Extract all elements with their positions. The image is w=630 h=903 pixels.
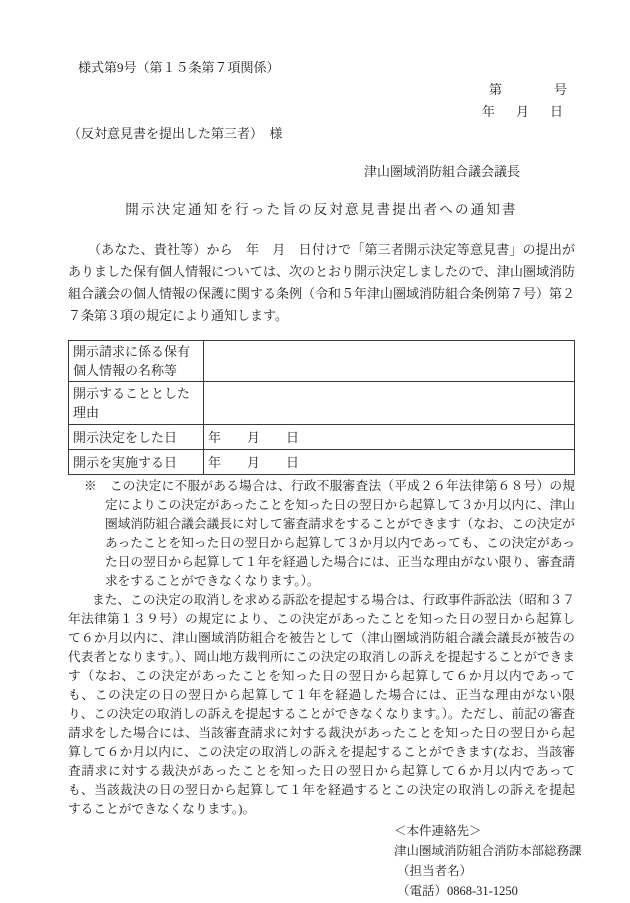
- addressee-line: （反対意見書を提出した第三者） 様: [68, 126, 283, 141]
- table-row: [69, 341, 575, 382]
- row-value-cell: 年 月 日: [204, 450, 575, 475]
- document-title: 開示決定通知を行った旨の反対意見書提出者への通知書: [125, 202, 518, 217]
- form-number-line: 様式第9号（第１５条第７項関係）: [78, 60, 280, 75]
- table-row: [69, 450, 575, 475]
- contact-org-line: 津山圏域消防組合消防本部総務課: [394, 844, 582, 858]
- contact-heading: ＜本件連絡先＞: [394, 824, 482, 838]
- date-line: 年 月 日: [481, 104, 567, 119]
- table-row: [69, 382, 575, 425]
- row-label-cell: 開示を実施する日: [69, 450, 204, 475]
- intro-paragraph: （あなた、貴社等）から 年 月 日付けで「第三者開示決定等意見書」の提出がありました保有個人情報については、次のとおり開示決定しましたので、津山圏域消防組合議会の個人情報の保護に関する条例（令和５年津山圏域消防組合条例第７号）第２７条第３項の規定により通知します。: [68, 242, 576, 323]
- table-row: [69, 425, 575, 450]
- contact-person-line: （担当者名）: [397, 864, 473, 878]
- contact-phone-line: （電話）0868-31-1250: [397, 884, 518, 898]
- row-value-cell: 年 月 日: [204, 425, 575, 450]
- row-value-cell: [204, 382, 575, 425]
- sender-line: 津山圏域消防組合議会議長: [363, 164, 520, 179]
- row-label-cell: 開示決定をした日: [69, 425, 204, 450]
- doc-number-line: 第 号: [488, 82, 567, 97]
- row-label-cell: 開示することとした理由: [69, 382, 204, 425]
- note-section: [68, 477, 575, 819]
- contact-block: [394, 821, 582, 901]
- disclosure-table: [68, 340, 575, 475]
- note-paragraph-lawsuit: また、この決定の取消しを求める訴訟を提起する場合は、行政事件訴訟法（昭和３７年法律第１３９号）の規定により、この決定があったことを知った日の翌日から起算して６か月以内に、津山圏域消防組合を被告として（津山圏域消防組合議会議長が被告の代表者となります。）、岡山地方裁判所にこの決定の取消しの訴えを提起することができます（なお、この決定があったことを知った日の翌日から起算して６か月以内であっても、この決定の日の翌日から起算して１年を経過した場合には、正当な理由がない限り、この決定の取消しの訴えを提起することができなくなります。）。ただし、前記の審査請求をした場合には、当該審査請求に対する裁決があったことを知った日の翌日から起算して６か月以内に、この決定の取消しの訴えを提起することができます(なお、当該審査請求に対する裁決があったことを知った日の翌日から起算して６か月以内であっても、当該裁決の日の翌日から起算して１年を経過するとこの決定の取消しの訴えを提起することができなくなります。)。: [68, 593, 575, 816]
- note-paragraph-appeal: ※ この決定に不服がある場合は、行政不服審査法（平成２６年法律第６８号）の規定によりこの決定があったことを知った日の翌日から起算して３か月以内に、津山圏域消防組合議会議長に対して審査請求をすることができます（なお、この決定があったことを知った日の翌日から起算して３か月以内であっても、この決定があった日の翌日から起算して１年を経過した場合には、正当な理由がない限り、審査請求をすることができなくなります。）。: [84, 479, 575, 588]
- document-content: [68, 0, 582, 901]
- row-label-cell: 開示請求に係る保有個人情報の名称等: [69, 341, 204, 382]
- row-value-cell: [204, 341, 575, 382]
